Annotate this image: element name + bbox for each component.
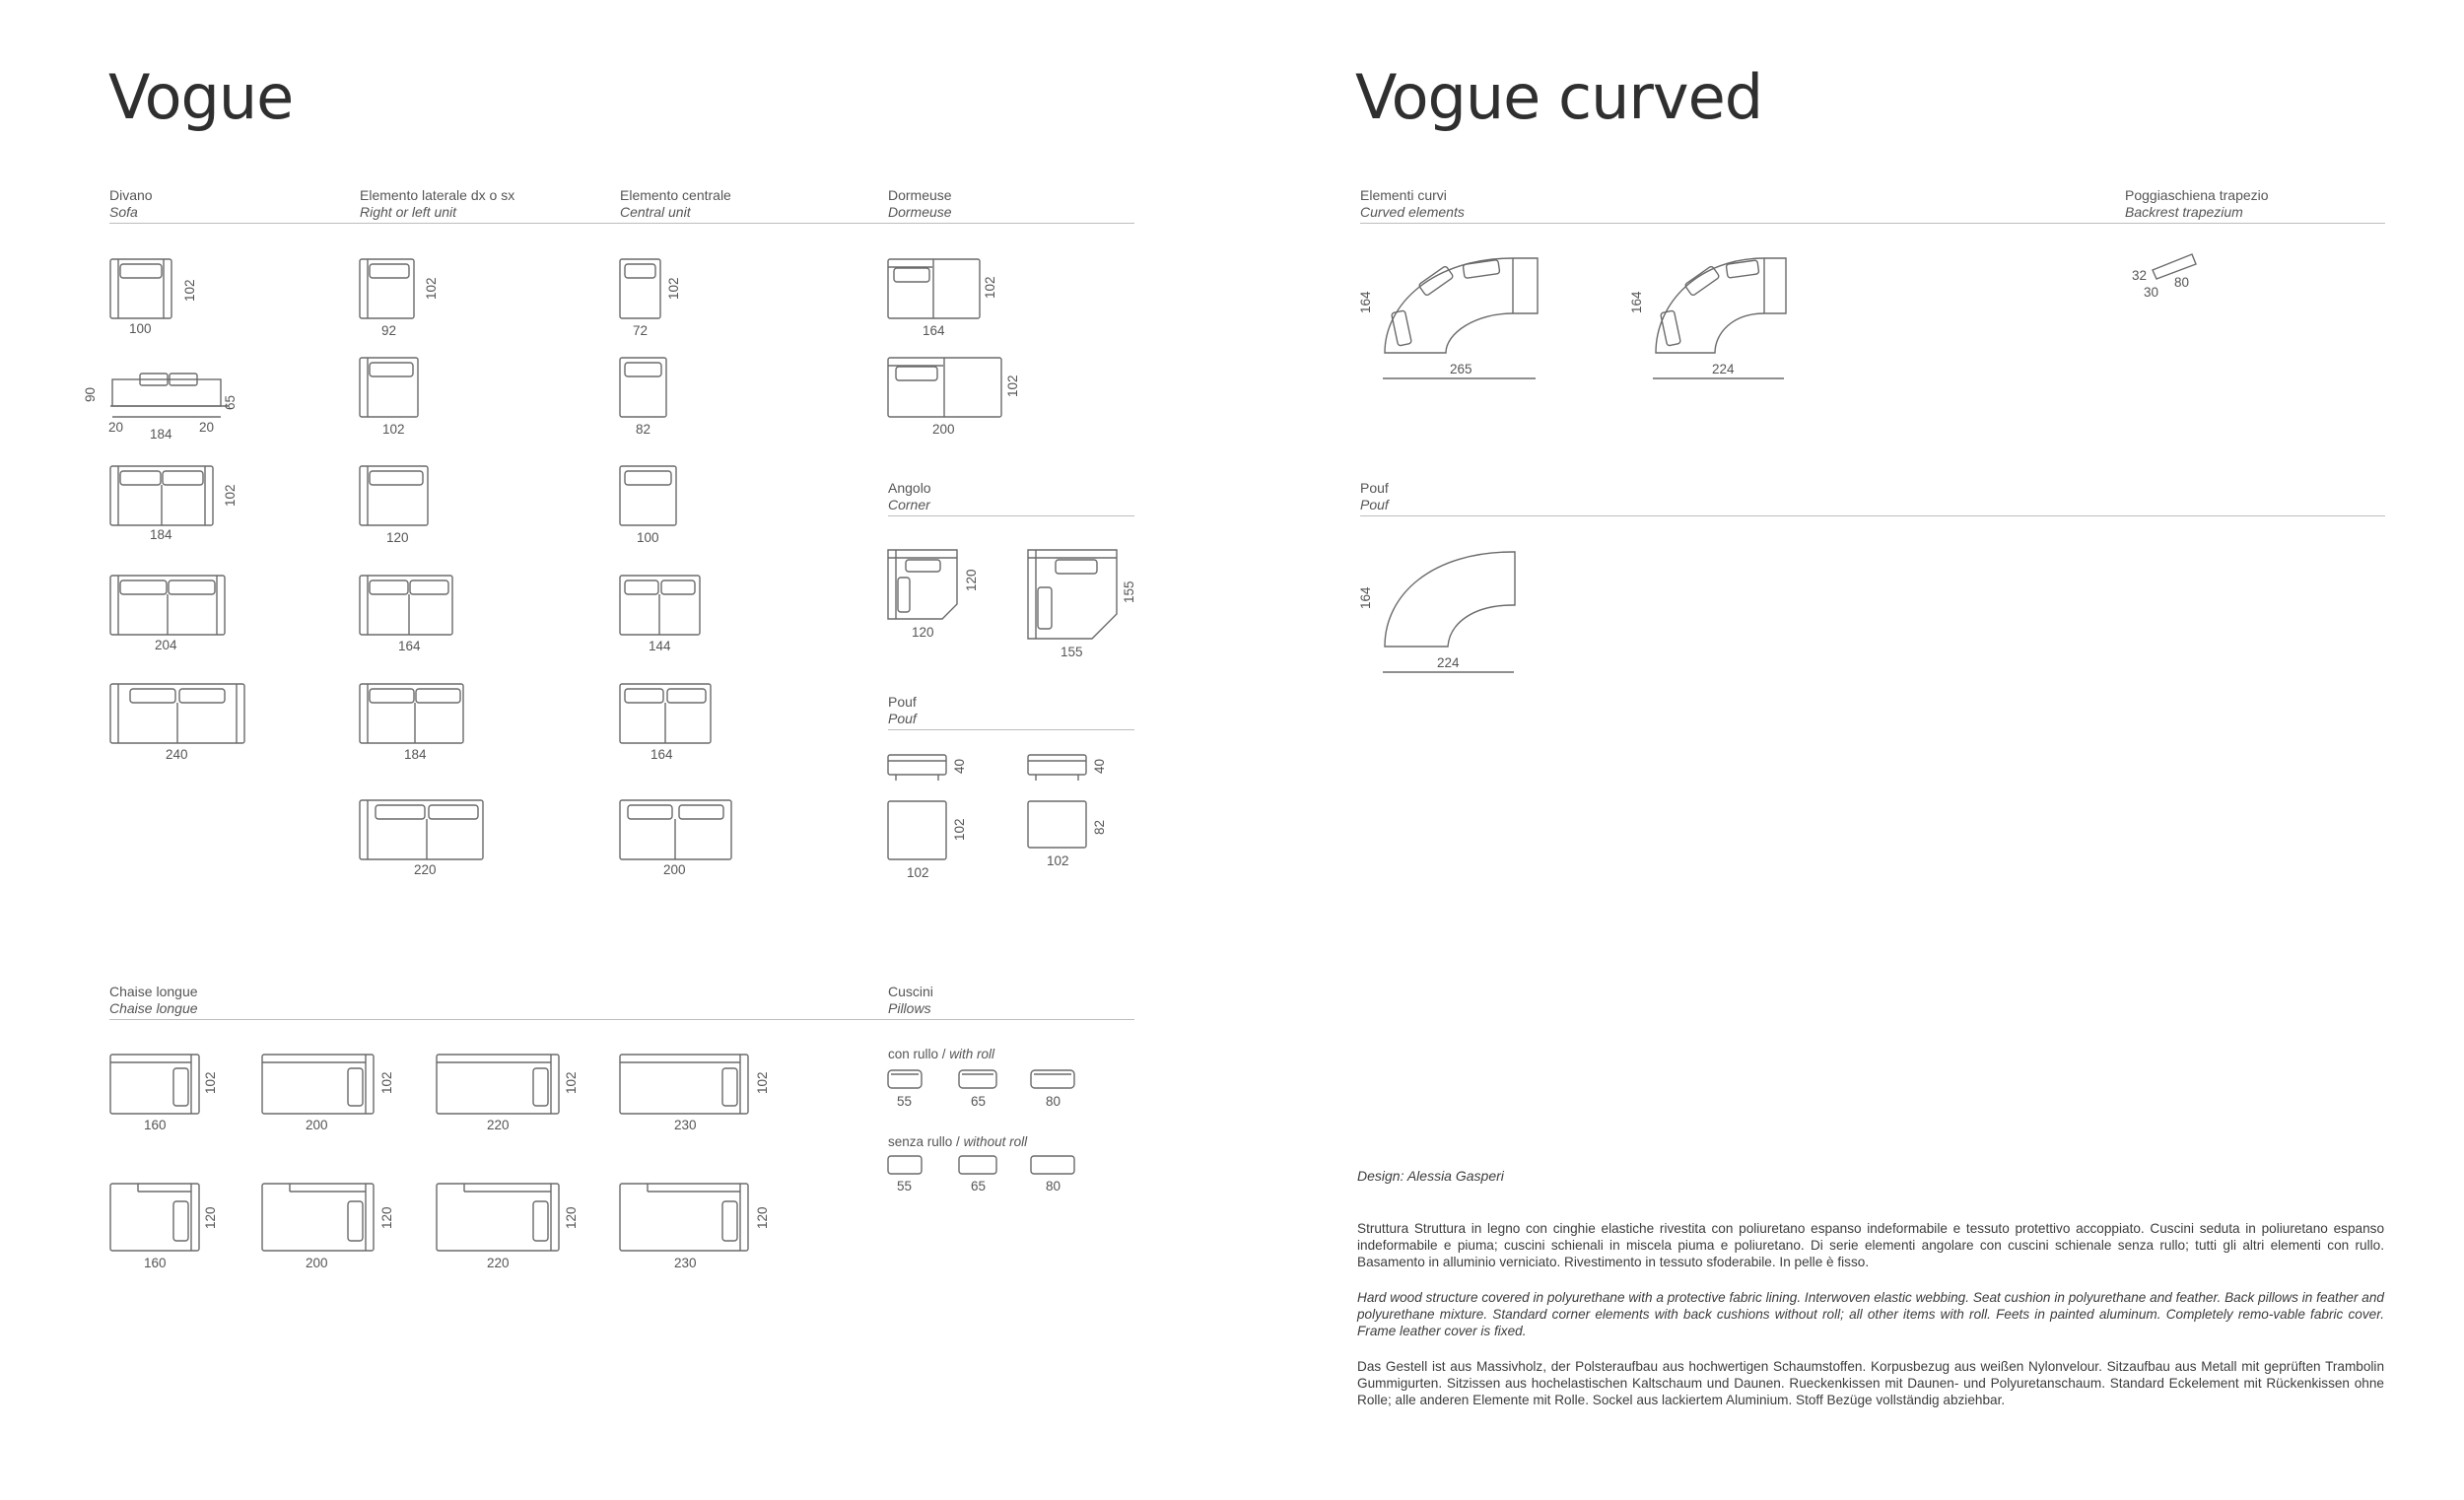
section-rule bbox=[109, 223, 1134, 224]
lateral-164-drawing bbox=[360, 576, 454, 637]
section-header-centrale bbox=[620, 187, 731, 221]
central-164-drawing bbox=[620, 684, 713, 745]
dim-width: 102 bbox=[1047, 853, 1069, 868]
dim-pillow: 55 bbox=[897, 1094, 913, 1109]
section-label-it: Pouf bbox=[888, 694, 917, 710]
dim-width: 200 bbox=[663, 862, 686, 877]
dim-depth: 102 bbox=[223, 484, 238, 507]
label-it: con rullo / bbox=[888, 1047, 946, 1061]
section-header-divano bbox=[109, 187, 153, 221]
section-rule bbox=[1360, 515, 2385, 516]
chaise-220-drawing bbox=[437, 1184, 561, 1253]
dim-width: 120 bbox=[912, 625, 934, 640]
dim-width: 230 bbox=[674, 1118, 697, 1132]
section-label-it: Elemento laterale dx o sx bbox=[360, 187, 515, 203]
dim-pillow: 80 bbox=[1046, 1094, 1061, 1109]
dim-c: 30 bbox=[2144, 285, 2159, 300]
section-rule bbox=[888, 515, 1134, 516]
dim-depth: 102 bbox=[203, 1071, 218, 1094]
dim-depth: 120 bbox=[755, 1206, 770, 1229]
section-label-en: Right or left unit bbox=[360, 204, 457, 220]
section-rule bbox=[109, 1019, 1134, 1020]
dim-depth: 102 bbox=[755, 1071, 770, 1094]
dim-width: 100 bbox=[129, 321, 152, 336]
section-header-laterale bbox=[360, 187, 514, 221]
pouf-side-drawing bbox=[888, 755, 949, 783]
chaise-160-drawing bbox=[110, 1055, 201, 1116]
dim-arm-left: 20 bbox=[108, 420, 124, 435]
dim-width: 164 bbox=[923, 323, 945, 338]
dim-depth: 120 bbox=[203, 1206, 218, 1229]
dim-a: 32 bbox=[2132, 268, 2148, 283]
section-label-it: Cuscini bbox=[888, 984, 933, 999]
page-title-vogue-curved: Vogue curved bbox=[1355, 61, 1763, 133]
pouf-102-drawing bbox=[888, 801, 949, 862]
sofa-204-drawing bbox=[110, 576, 227, 637]
dim-depth: 120 bbox=[564, 1206, 579, 1229]
dim-width: 224 bbox=[1712, 362, 1735, 376]
section-label-en: Central unit bbox=[620, 204, 691, 220]
sofa-240-drawing bbox=[110, 684, 246, 745]
dim-width: 155 bbox=[1061, 645, 1083, 659]
lateral-92-drawing bbox=[360, 259, 417, 320]
central-144-drawing bbox=[620, 576, 703, 637]
designer-credit: Design: Alessia Gasperi bbox=[1357, 1168, 1504, 1184]
dim-depth: 120 bbox=[379, 1206, 394, 1229]
section-label-en: Chaise longue bbox=[109, 1000, 198, 1016]
dim-height: 40 bbox=[952, 758, 967, 774]
pillows-with-roll-drawing bbox=[888, 1070, 1095, 1092]
dim-width: 220 bbox=[487, 1118, 510, 1132]
dim-height-left: 90 bbox=[83, 386, 98, 402]
corner-155-drawing bbox=[1028, 550, 1119, 641]
dim-width: 220 bbox=[487, 1256, 510, 1270]
dim-width: 265 bbox=[1450, 362, 1472, 376]
section-label-it: Divano bbox=[109, 187, 153, 203]
dim-pillow: 55 bbox=[897, 1179, 913, 1193]
section-label-it: Elementi curvi bbox=[1360, 187, 1447, 203]
pillows-with-roll-label bbox=[888, 1047, 994, 1061]
dim-width: 200 bbox=[932, 422, 955, 437]
section-label-en: Sofa bbox=[109, 204, 138, 220]
dim-width: 72 bbox=[633, 323, 649, 338]
dim-depth: 82 bbox=[1092, 819, 1107, 835]
dim-line bbox=[1383, 377, 1540, 381]
section-label-it: Chaise longue bbox=[109, 984, 198, 999]
dim-width: 200 bbox=[306, 1118, 328, 1132]
dim-line bbox=[1383, 671, 1521, 675]
description-italian: Struttura Struttura in legno con cinghie elastiche rivestita con poliuretano espanso indeformabile e tessuto protettivo accoppiato. Cuscini seduta in poliuretano espanso indeformabile e piuma; cuscini schienali in miscela piuma e poliuretano. Di serie elementi angolare con cuscini schienale senza rullo; tutti gli altri elementi con rullo. Basamento in alluminio verniciato. Rivestimento in tessuto sfoderabile. In pelle è fisso. bbox=[1357, 1221, 2384, 1269]
chaise-220-drawing bbox=[437, 1055, 561, 1116]
dim-depth: 102 bbox=[379, 1071, 394, 1094]
section-header-cuscini bbox=[888, 984, 933, 1017]
dim-width: 82 bbox=[636, 422, 651, 437]
curved-pouf-drawing bbox=[1385, 550, 1519, 648]
dim-depth: 102 bbox=[182, 279, 197, 302]
dim-width: 120 bbox=[386, 530, 409, 545]
section-header-chaise bbox=[109, 984, 198, 1017]
dim-width: 102 bbox=[382, 422, 405, 437]
chaise-160-drawing bbox=[110, 1184, 201, 1253]
lateral-102-drawing bbox=[360, 358, 421, 419]
dim-depth: 102 bbox=[424, 277, 439, 300]
label-en: without roll bbox=[963, 1134, 1028, 1149]
dim-depth: 164 bbox=[1629, 291, 1644, 313]
central-100-drawing bbox=[620, 466, 679, 527]
section-label-it: Pouf bbox=[1360, 480, 1389, 496]
pillows-without-roll-label bbox=[888, 1134, 1027, 1149]
dim-width: 200 bbox=[306, 1256, 328, 1270]
chaise-230-drawing bbox=[620, 1055, 750, 1116]
dim-pillow: 80 bbox=[1046, 1179, 1061, 1193]
dim-width: 184 bbox=[150, 527, 172, 542]
dim-width: 230 bbox=[674, 1256, 697, 1270]
chaise-230-drawing bbox=[620, 1184, 750, 1253]
section-label-it: Dormeuse bbox=[888, 187, 952, 203]
chaise-200-drawing bbox=[262, 1055, 376, 1116]
pouf-82-drawing bbox=[1028, 801, 1089, 851]
dim-depth: 102 bbox=[952, 818, 967, 841]
section-header-curvi bbox=[1360, 187, 1465, 221]
dim-width: 160 bbox=[144, 1256, 167, 1270]
curved-224-drawing bbox=[1656, 254, 1794, 357]
section-rule bbox=[1360, 223, 2385, 224]
dim-width: 144 bbox=[649, 639, 671, 653]
dim-depth: 164 bbox=[1358, 586, 1373, 609]
sofa-100-drawing bbox=[110, 259, 173, 320]
dim-width: 184 bbox=[404, 747, 427, 762]
dim-pillow: 65 bbox=[971, 1179, 987, 1193]
dim-width: 224 bbox=[1437, 655, 1460, 670]
dim-arm-right: 20 bbox=[199, 420, 215, 435]
label-en: with roll bbox=[949, 1047, 995, 1061]
curved-265-drawing bbox=[1385, 254, 1542, 357]
central-200-drawing bbox=[620, 800, 736, 861]
dim-width: 164 bbox=[650, 747, 673, 762]
lateral-220-drawing bbox=[360, 800, 486, 861]
dim-depth: 120 bbox=[964, 569, 979, 591]
pouf-side-drawing bbox=[1028, 755, 1089, 783]
dim-width: 100 bbox=[637, 530, 659, 545]
section-label-en: Backrest trapezium bbox=[2125, 204, 2243, 220]
section-label-it: Elemento centrale bbox=[620, 187, 731, 203]
dim-width: 102 bbox=[907, 865, 929, 880]
dim-width: 204 bbox=[155, 638, 177, 652]
dim-depth: 155 bbox=[1122, 580, 1136, 603]
label-it: senza rullo / bbox=[888, 1134, 960, 1149]
section-label-en: Corner bbox=[888, 497, 930, 512]
chaise-200-drawing bbox=[262, 1184, 376, 1253]
pillows-without-roll-drawing bbox=[888, 1156, 1095, 1178]
dormeuse-200-drawing bbox=[888, 358, 1004, 419]
central-82-drawing bbox=[620, 358, 669, 419]
dim-width: 220 bbox=[414, 862, 437, 877]
dim-width: 92 bbox=[381, 323, 397, 338]
section-header-dormeuse bbox=[888, 187, 952, 221]
section-header-curved-pouf bbox=[1360, 480, 1389, 513]
section-header-pouf bbox=[888, 694, 917, 727]
section-rule bbox=[888, 729, 1134, 730]
section-label-en: Curved elements bbox=[1360, 204, 1465, 220]
section-label-en: Pouf bbox=[888, 711, 917, 726]
description-english: Hard wood structure covered in polyurethane with a protective fabric lining. Interwoven elastic webbing. Seat cushion in polyurethane and feather. Back pillows in feather and polyurethane mixture. Standard corner elements with back cushions without roll; all other items with roll. Feets in painted aluminum. Completely remo-vable fabric cover. Frame leather cover is fixed. bbox=[1357, 1290, 2384, 1338]
sofa-184-drawing bbox=[110, 466, 215, 527]
lateral-120-drawing bbox=[360, 466, 431, 527]
section-label-en: Dormeuse bbox=[888, 204, 952, 220]
section-label-it: Poggiaschiena trapezio bbox=[2125, 187, 2269, 203]
dim-pillow: 65 bbox=[971, 1094, 987, 1109]
corner-120-drawing bbox=[888, 550, 959, 621]
dim-depth: 102 bbox=[1005, 375, 1020, 397]
dim-width: 240 bbox=[166, 747, 188, 762]
dim-height: 40 bbox=[1092, 758, 1107, 774]
section-label-en: Pillows bbox=[888, 1000, 931, 1016]
dim-depth: 102 bbox=[666, 277, 681, 300]
dim-b: 80 bbox=[2174, 275, 2190, 290]
section-label-en: Pouf bbox=[1360, 497, 1389, 512]
dim-width: 184 bbox=[150, 427, 172, 442]
dim-width: 160 bbox=[144, 1118, 167, 1132]
dim-depth: 102 bbox=[983, 276, 997, 299]
central-72-drawing bbox=[620, 259, 663, 320]
dormeuse-164-drawing bbox=[888, 259, 983, 320]
dim-width: 164 bbox=[398, 639, 421, 653]
dim-height-right: 65 bbox=[223, 394, 238, 410]
dim-depth: 102 bbox=[564, 1071, 579, 1094]
section-header-angolo bbox=[888, 480, 931, 513]
description-german: Das Gestell ist aus Massivholz, der Polsteraufbau aus hochwertigen Schaumstoffen. Korpusbezug aus weißen Nylonvelour. Sitzaufbau aus Metall mit geprüften Trambolin Gummigurten. Sitzissen aus hochelastischen Kaltschaum und Daunen. Rueckenkissen mit Daunen- und Polyuretanschaum. Standard Eckelement mit Rückenkissen ohne Rolle; alle anderen Elemente mit Rolle. Sockel aus lackiertem Aluminium. Stoff Bezüge vollständig abziehbar. bbox=[1357, 1359, 2384, 1407]
dim-line bbox=[1653, 377, 1791, 381]
dim-depth: 164 bbox=[1358, 291, 1373, 313]
page-title-vogue: Vogue bbox=[108, 61, 294, 133]
section-header-trapezio bbox=[2125, 187, 2269, 221]
section-label-it: Angolo bbox=[888, 480, 931, 496]
lateral-184-drawing bbox=[360, 684, 466, 745]
